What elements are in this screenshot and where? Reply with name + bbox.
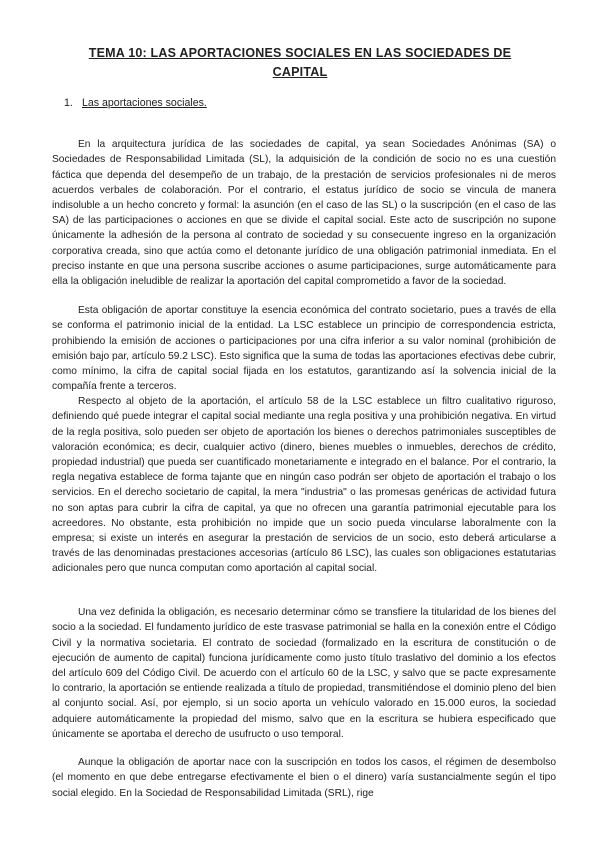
- section-number: 1.: [64, 97, 73, 109]
- paragraph: Respecto al objeto de la aportación, el artículo 58 de la LSC establece un filtro cualitativo riguroso, definiendo qué puede integrar el capital social mediante una regla positiva y una prohibición negativa. En virtud de la regla positiva, solo pueden ser objeto de aportación los bienes o derechos patrimoniales susceptibles de valoración económica; es decir, cualquier activo (dinero, bienes muebles o inmuebles, derechos de crédito, propiedad industrial) que pueda ser cuantificado monetariamente e integrado en el balance. Por el contrario, la regla negativa establece de forma tajante que en ningún caso podrán ser objeto de aportación el trabajo o los servicios. En el derecho societario de capital, la mera "industria" o las promesas genéricas de actividad futura no son aptas para cubrir la cifra de capital, ya que no ofrecen una garantía patrimonial ejecutable para los acreedores. No obstante, esta prohibición no impide que un socio pueda vincularse laboralmente con la empresa; si existe un interés en asegurar la prestación de servicios de un socio, esto deberá articularse a través de las denominadas prestaciones accesorias (artículo 86 LSC), las cuales son obligaciones estatutarias adicionales pero que nunca computan como aportación al capital social.: [52, 396, 556, 575]
- page-title: TEMA 10: LAS APORTACIONES SOCIALES EN LAS SOCIEDADES DE CAPITAL: [88, 46, 512, 79]
- section-heading: [64, 96, 207, 111]
- paragraph: Aunque la obligación de aportar nace con la suscripción en todos los casos, el régimen de desembolso (el momento en que debe entregarse efectivamente el bien o el dinero) varía sustancialmente según el tipo social elegido. En la Sociedad de Responsabilidad Limitada (SRL), rige: [52, 757, 556, 799]
- paragraph: Esta obligación de aportar constituye la esencia económica del contrato societario, pues a través de ella se conforma el patrimonio inicial de la entidad. La LSC establece un principio de correspondencia estricta, prohibiendo la emisión de acciones o participaciones por una cifra inferior a su valor nominal (prohibición de emisión bajo par, artículo 59.2 LSC). Esto significa que la suma de todas las aportaciones efectivas debe cubrir, como mínimo, la cifra de capital social fijada en los estatutos, garantizando así la solvencia inicial de la compañía frente a terceros.: [52, 305, 556, 393]
- paragraph: En la arquitectura jurídica de las sociedades de capital, ya sean Sociedades Anónimas (SA) o Sociedades de Responsabilidad Limitada (SL), la adquisición de la condición de socio no es una cuestión fáctica que dependa del desempeño de un trabajo, de la prestación de servicios profesionales ni de meros acuerdos verbales de colaboración. Por el contrario, el estatus jurídico de socio se vincula de manera indisoluble a un hecho concreto y formal: la asunción (en el caso de las SL) o la suscripción (en el caso de las SA) de las participaciones o acciones en que se divide el capital social. Este acto de suscripción no supone únicamente la adhesión de la persona al contrato de sociedad y su consecuente ingreso en la organización corporativa creada, sino que actúa como el detonante jurídico de una obligación patrimonial inmediata. En el preciso instante en que una persona suscribe acciones o asume participaciones, surge automáticamente para ella la obligación ineludible de realizar la aportación del capital comprometido a favor de la sociedad.: [52, 139, 556, 288]
- paragraph: Una vez definida la obligación, es necesario determinar cómo se transfiere la titularidad de los bienes del socio a la sociedad. El fundamento jurídico de este trasvase patrimonial se halla en la conexión entre el Código Civil y la normativa societaria. El contrato de sociedad (formalizado en la escritura de constitución o de ejecución de aumento de capital) funciona jurídicamente como justo título traslativo del dominio a los efectos del artículo 609 del Código Civil. De acuerdo con el artículo 60 de la LSC, y salvo que se pacte expresamente lo contrario, la aportación se entiende realizada a título de propiedad, transmitiéndose el dominio pleno del bien al conjunto social. Así, por ejemplo, si un socio aporta un vehículo valorado en 15.000 euros, la sociedad adquiere automáticamente la propiedad del mismo, salvo que en la escritura se hubiera especificado que únicamente se aportaba el derecho de usufructo o uso temporal.: [52, 607, 556, 740]
- section-label: Las aportaciones sociales.: [82, 97, 207, 109]
